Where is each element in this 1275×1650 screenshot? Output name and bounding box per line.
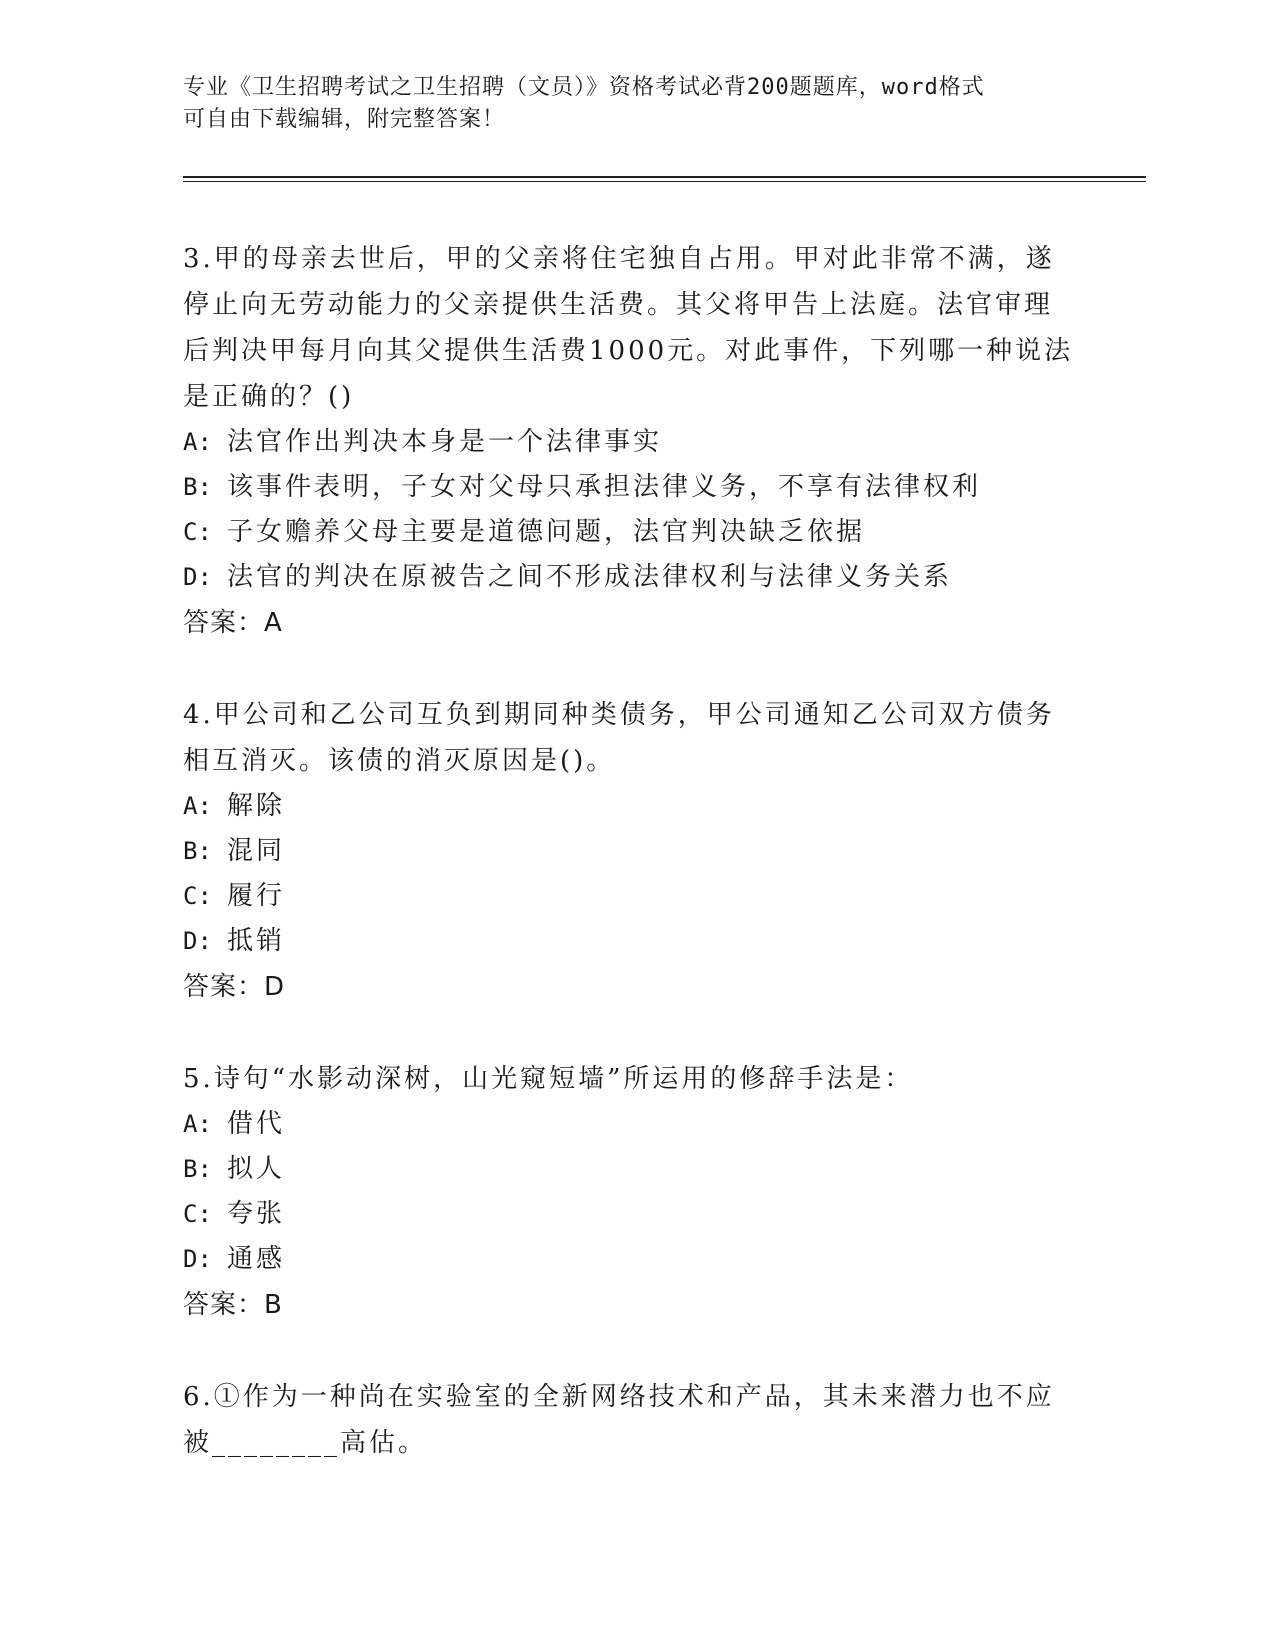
option-letter: D: <box>183 927 212 955</box>
question-stem-line: 5.诗句“水影动深树，山光窥短墙”所运用的修辞手法是： <box>183 1064 914 1094</box>
option-text: 抵销 <box>227 926 286 956</box>
option-text: 该事件表明，子女对父母只承担法律义务，不享有法律权利 <box>227 472 982 502</box>
question-6 <box>183 1374 1063 1466</box>
question-stem-line: 被________高估。 <box>183 1428 428 1458</box>
option-d <box>183 555 1063 600</box>
option-text: 子女赡养父母主要是道德问题，法官判决缺乏依据 <box>227 517 866 547</box>
option-text: 借代 <box>227 1109 286 1139</box>
answer-line: 答案：B <box>183 1290 283 1320</box>
option-text: 夸张 <box>227 1199 286 1229</box>
option-c <box>183 874 1063 919</box>
question-stem-line: 停止向无劳动能力的父亲提供生活费。其父将甲告上法庭。法官审理 <box>183 290 1054 320</box>
answer-line: 答案：A <box>183 608 283 638</box>
header-title-line-2: 可自由下载编辑，附完整答案！ <box>183 107 506 132</box>
question-stem-line: 后判决甲每月向其父提供生活费1000元。对此事件，下列哪一种说法 <box>183 336 1074 366</box>
option-text: 履行 <box>227 881 286 911</box>
question-stem-line: 6.①作为一种尚在实验室的全新网络技术和产品，其未来潜力也不应 <box>183 1382 1055 1412</box>
question-stem-line: 3.甲的母亲去世后，甲的父亲将住宅独自占用。甲对此非常不满，遂 <box>183 244 1055 274</box>
option-d <box>183 1237 1063 1282</box>
option-text: 法官作出判决本身是一个法律事实 <box>227 427 663 457</box>
option-letter: A: <box>183 792 212 820</box>
option-letter: D: <box>183 563 212 591</box>
question-5 <box>183 1056 1063 1328</box>
option-b <box>183 1147 1063 1192</box>
option-text: 通感 <box>227 1244 286 1274</box>
question-stem-line: 4.甲公司和乙公司互负到期同种类债务，甲公司通知乙公司双方债务 <box>183 700 1055 730</box>
question-stem-line: 是正确的？() <box>183 382 355 412</box>
option-letter: B: <box>183 473 212 501</box>
option-a <box>183 420 1063 465</box>
option-letter: C: <box>183 882 212 910</box>
option-text: 拟人 <box>227 1154 286 1184</box>
option-letter: A: <box>183 428 212 456</box>
header-divider-thin <box>183 181 1146 182</box>
question-stem-line: 相互消灭。该债的消灭原因是()。 <box>183 746 616 776</box>
option-letter: C: <box>183 1200 212 1228</box>
option-a <box>183 1102 1063 1147</box>
document-header <box>183 72 1083 136</box>
option-letter: B: <box>183 1155 212 1183</box>
option-letter: D: <box>183 1245 212 1273</box>
option-text: 解除 <box>227 791 286 821</box>
answer-line: 答案：D <box>183 972 286 1002</box>
option-letter: A: <box>183 1110 212 1138</box>
option-text: 法官的判决在原被告之间不形成法律权利与法律义务关系 <box>227 562 953 592</box>
option-b <box>183 465 1063 510</box>
option-letter: B: <box>183 837 212 865</box>
option-a <box>183 784 1063 829</box>
option-d <box>183 919 1063 964</box>
question-list <box>183 236 1074 1512</box>
option-c <box>183 1192 1063 1237</box>
option-c <box>183 510 1063 555</box>
option-b <box>183 829 1063 874</box>
option-text: 混同 <box>227 836 286 866</box>
header-divider-thick <box>183 176 1146 178</box>
header-title-line-1: 专业《卫生招聘考试之卫生招聘（文员）》资格考试必背200题题库，word格式 <box>183 75 985 100</box>
option-letter: C: <box>183 518 212 546</box>
question-4 <box>183 692 1063 1010</box>
question-3 <box>183 236 1074 646</box>
